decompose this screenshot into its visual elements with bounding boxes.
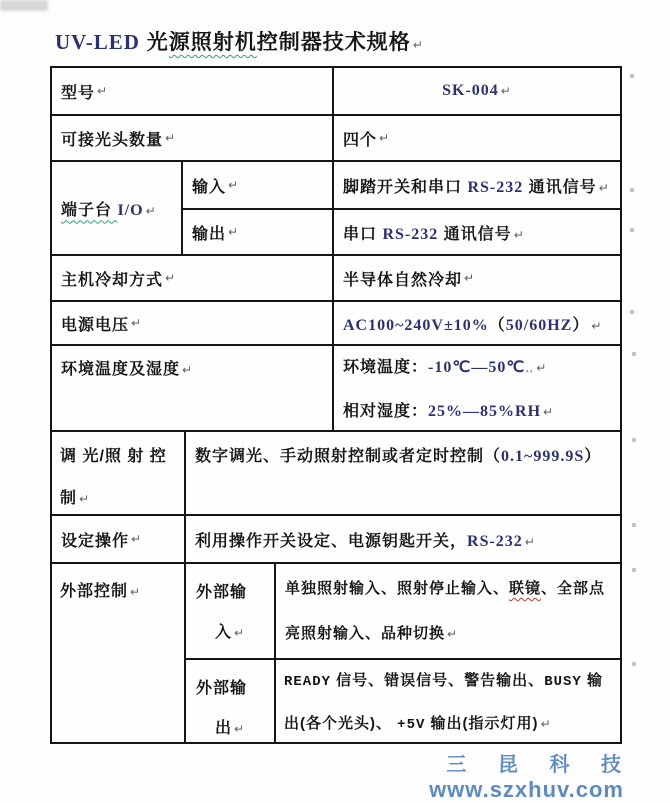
io-input-row	[183, 162, 620, 208]
env-hum-label: 相对湿度：	[343, 403, 429, 420]
spec-table	[50, 66, 622, 744]
return-mark-icon: ↵	[130, 585, 142, 599]
return-mark-icon: ↵	[165, 271, 177, 285]
io-output-v2: RS-232	[382, 225, 439, 243]
cell-io-label	[52, 162, 181, 254]
power-v3: 50/60HZ	[505, 316, 573, 334]
external-input-label-line2	[186, 613, 274, 653]
return-mark-icon: ↵	[79, 492, 91, 506]
table-row-environment	[52, 344, 620, 430]
return-mark-icon: ↵	[540, 717, 552, 731]
setting-label: 设定操作	[61, 532, 130, 550]
watermark-website: www.szxhuv.com	[429, 777, 624, 802]
external-output-v4: 输出(各个光头)、	[284, 672, 603, 732]
cell-cooling-value	[332, 256, 620, 300]
external-input-v2-misspelled: 联镜	[509, 580, 542, 597]
io-input-v3: 通讯信号	[523, 178, 597, 196]
cell-env-value	[332, 346, 620, 430]
cooling-label: 主机冷却方式	[61, 271, 164, 289]
cell-model-label	[52, 68, 332, 114]
cell-power-value	[332, 302, 620, 344]
dimming-label-line2-text: 制	[60, 490, 78, 507]
cell-external-input-label	[186, 564, 274, 658]
return-mark-icon: ↵	[464, 271, 476, 285]
external-input-v3: 、全部点亮照射输入、品种切换	[285, 580, 606, 642]
external-output-label-line2	[186, 709, 274, 749]
return-mark-icon: ↵	[524, 534, 536, 549]
return-mark-icon: ↵	[591, 318, 603, 333]
env-temperature-line	[343, 346, 620, 390]
return-mark-icon: ↵	[131, 316, 143, 330]
title-pre: 光	[139, 31, 169, 54]
env-humidity-line	[343, 390, 620, 434]
return-mark-icon: ↵	[598, 180, 610, 195]
cell-io-input-value	[332, 162, 620, 208]
external-output-value	[284, 672, 603, 732]
external-output-row	[186, 658, 620, 742]
cell-io-output-label	[183, 210, 332, 254]
cell-env-label	[52, 346, 332, 430]
model-value: SK-004	[442, 82, 499, 99]
external-input-v1: 单独照射输入、照射停止输入、	[285, 580, 510, 597]
page-title	[55, 26, 424, 56]
return-mark-icon: ↵	[97, 84, 109, 98]
return-mark-icon: ↵	[165, 131, 177, 145]
external-output-label-line2-text: 出	[214, 720, 232, 737]
io-label	[61, 197, 157, 220]
row-end-mark	[630, 310, 634, 314]
dimming-label-line2	[60, 478, 184, 520]
power-v4: ）	[572, 316, 590, 334]
return-mark-icon: ↵	[412, 38, 424, 52]
io-output-v1: 串口	[343, 225, 383, 243]
external-output-v5: +5V	[397, 717, 426, 733]
cell-dimming-value	[184, 432, 620, 514]
setting-v2: RS-232	[467, 532, 523, 550]
table-row-io	[52, 160, 620, 254]
return-mark-icon: ↵	[447, 627, 459, 641]
row-end-mark	[630, 188, 634, 192]
table-row-external	[52, 562, 620, 742]
external-output-v6: 输出(指示灯用)	[425, 715, 539, 732]
dimming-v2: 0.1~999.9S	[501, 448, 585, 465]
table-row-model	[52, 68, 620, 114]
scan-artifact	[0, 0, 48, 11]
setting-v1: 利用操作开关设定、电源钥匙开关，	[195, 532, 468, 550]
cell-power-label	[52, 302, 332, 344]
dimming-v1: 数字调光、手动照射控制或者定时控制（	[195, 448, 502, 465]
cell-setting-label	[52, 516, 184, 562]
power-v1: AC100~240V±10%	[343, 316, 489, 334]
external-label: 外部控制	[60, 583, 129, 600]
cell-external-label	[52, 564, 184, 742]
external-output-v2: 信号、错误信号、警告输出、	[331, 672, 545, 689]
row-end-mark	[632, 568, 636, 572]
cell-external-input-value	[274, 564, 620, 658]
cell-heads-value	[332, 116, 620, 160]
dimming-v3: ）	[584, 448, 602, 465]
row-end-mark	[632, 523, 636, 527]
io-subcolumn	[181, 162, 620, 254]
row-end-mark	[632, 438, 636, 442]
power-value	[343, 312, 602, 335]
external-input-label-line1: 外部输	[196, 584, 248, 601]
return-mark-icon: ↵	[228, 178, 240, 192]
cell-cooling-label	[52, 256, 332, 300]
row-end-mark	[630, 228, 634, 232]
table-row-power	[52, 300, 620, 344]
title-rest: 控制器技术规格	[256, 31, 411, 54]
table-row-setting	[52, 514, 620, 562]
io-input-v2: RS-232	[467, 178, 524, 196]
external-input-label-line2-text: 入	[214, 624, 232, 641]
external-input-row	[186, 564, 620, 658]
external-output-label-line1: 外部输	[196, 680, 248, 697]
stray-dots: ‥	[525, 361, 535, 375]
io-output-label: 输出	[192, 225, 227, 243]
return-mark-icon: ↵	[233, 722, 246, 736]
external-subcolumn	[184, 564, 620, 742]
cell-dimming-label	[52, 432, 184, 514]
cell-io-input-label	[183, 162, 332, 208]
io-input-value	[343, 174, 610, 197]
row-end-mark	[632, 352, 636, 356]
env-hum-value: 25%—85%RH	[428, 403, 542, 420]
power-v2: （	[488, 316, 506, 334]
row-end-mark	[632, 662, 636, 666]
heads-label: 可接光头数量	[61, 131, 164, 149]
return-mark-icon: ↵	[500, 84, 512, 98]
row-end-mark	[630, 74, 634, 78]
io-output-value	[343, 221, 525, 244]
table-row-cooling	[52, 254, 620, 300]
title-latin: UV-LED	[55, 30, 140, 54]
return-mark-icon: ↵	[543, 405, 555, 419]
watermark	[429, 748, 634, 803]
dimming-value	[195, 448, 601, 465]
dimming-label-line1: 调 光/照 射 控	[60, 448, 167, 465]
table-row-dimming	[52, 430, 620, 514]
return-mark-icon: ↵	[536, 361, 548, 375]
external-output-v3: BUSY	[544, 674, 582, 690]
watermark-company: 三 昆 科 技	[446, 754, 634, 776]
io-input-v1: 脚踏开关和串口	[343, 178, 468, 196]
return-mark-icon: ↵	[228, 225, 240, 239]
cell-external-output-value	[274, 660, 620, 742]
return-mark-icon: ↵	[182, 363, 194, 377]
cell-io-output-value	[332, 210, 620, 254]
io-label-cjk: 端子台	[61, 201, 118, 219]
io-label-latin: I/O	[117, 201, 144, 219]
return-mark-icon: ↵	[513, 227, 525, 242]
env-label: 环境温度及湿度	[61, 361, 181, 378]
env-temp-value: -10℃—50℃	[428, 359, 526, 376]
io-input-label: 输入	[192, 178, 227, 196]
cell-model-value	[332, 68, 620, 114]
return-mark-icon: ↵	[131, 532, 143, 546]
external-input-value	[285, 580, 605, 642]
io-output-row	[183, 208, 620, 254]
setting-value	[195, 528, 536, 551]
cooling-value: 半导体自然冷却	[343, 271, 463, 289]
return-mark-icon: ↵	[379, 131, 391, 145]
cell-heads-label	[52, 116, 332, 160]
env-temp-label: 环境温度：	[343, 359, 429, 376]
power-label: 电源电压	[61, 316, 130, 334]
external-output-v1: READY	[284, 674, 332, 690]
return-mark-icon: ↵	[233, 626, 246, 640]
cell-external-output-label	[186, 660, 274, 742]
title-wavy-segment: 源照射机	[168, 31, 257, 54]
table-row-heads	[52, 114, 620, 160]
cell-setting-value	[184, 516, 620, 562]
return-mark-icon: ↵	[145, 203, 157, 218]
model-label: 型号	[61, 84, 96, 102]
heads-value: 四个	[343, 131, 378, 149]
io-output-v3: 通讯信号	[438, 225, 512, 243]
